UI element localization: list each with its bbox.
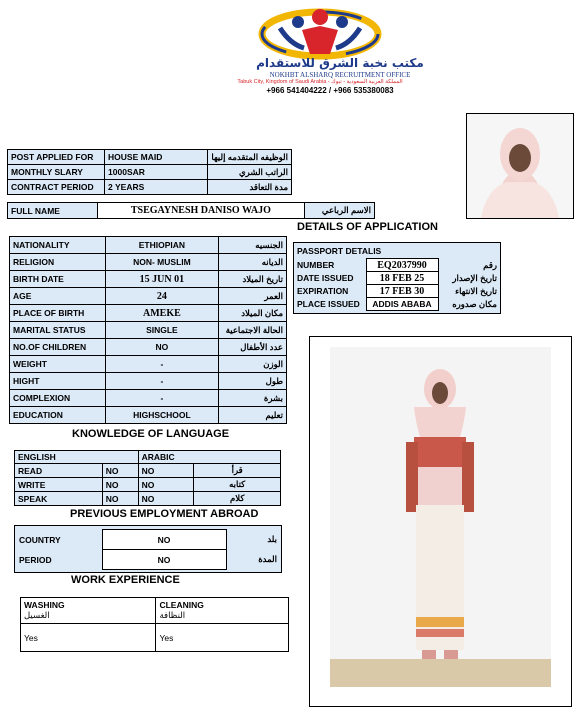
- work-experience-col: [21, 598, 156, 624]
- office-phones: +966 541404222 / +966 535380083: [266, 86, 394, 95]
- personal-value: 24: [105, 288, 218, 305]
- personal-value: NON- MUSLIM: [105, 254, 218, 271]
- previous-employment-table: [16, 529, 280, 570]
- work-experience-value: Yes: [156, 624, 289, 652]
- passport-value: 18 FEB 25: [366, 272, 438, 285]
- full-name-table: [7, 202, 375, 219]
- previous-employment-label: COUNTRY: [16, 530, 102, 550]
- passport-label: PLACE ISSUED: [294, 298, 366, 311]
- headshot-image: [467, 114, 573, 218]
- personal-row: [10, 356, 287, 373]
- personal-value: ETHIOPIAN: [105, 237, 218, 254]
- previous-employment-heading: PREVIOUS EMPLOYMENT ABROAD: [70, 508, 259, 520]
- personal-label: NATIONALITY: [10, 237, 106, 254]
- language-label-ar: كتابه: [194, 478, 281, 492]
- work-experience-label-ar: النظافة: [159, 610, 186, 620]
- language-heading: KNOWLEDGE OF LANGUAGE: [72, 428, 230, 440]
- passport-value: 17 FEB 30: [366, 285, 438, 298]
- language-label-ar: قرأ: [194, 464, 281, 478]
- full-name-value: TSEGAYNESH DANISO WAJO: [97, 203, 304, 219]
- passport-table: [294, 258, 500, 311]
- passport-value: ADDIS ABABA: [366, 298, 438, 311]
- language-arabic-value: NO: [138, 464, 194, 478]
- language-label: SPEAK: [15, 492, 103, 506]
- job-label-ar: الراتب الشري: [208, 165, 292, 180]
- language-col-arabic: ARABIC: [138, 451, 280, 464]
- office-name-ar: مكتب نخبة الشرق للاستقدام: [256, 56, 424, 70]
- passport-label: EXPIRATION: [294, 285, 366, 298]
- job-value: 2 YEARS: [105, 180, 208, 195]
- passport-row: [294, 272, 500, 285]
- work-experience-value: Yes: [21, 624, 156, 652]
- language-label: READ: [15, 464, 103, 478]
- personal-label-ar: الحالة الاجتماعية: [219, 322, 287, 339]
- previous-employment-label-ar: المدة: [226, 550, 280, 570]
- personal-row: [10, 288, 287, 305]
- personal-label: RELIGION: [10, 254, 106, 271]
- personal-value: -: [105, 373, 218, 390]
- work-experience-col: [156, 598, 289, 624]
- personal-label: WEIGHT: [10, 356, 106, 373]
- language-table: [14, 450, 281, 506]
- personal-label-ar: تعليم: [219, 407, 287, 424]
- language-arabic-value: NO: [138, 478, 194, 492]
- language-header-row: [15, 451, 281, 464]
- office-logo: [190, 4, 450, 60]
- personal-value: -: [105, 356, 218, 373]
- job-value: HOUSE MAID: [105, 150, 208, 165]
- personal-row: [10, 373, 287, 390]
- work-experience-table: [20, 597, 289, 652]
- personal-row: [10, 339, 287, 356]
- personal-label: COMPLEXION: [10, 390, 106, 407]
- job-table: [7, 149, 292, 195]
- passport-row: [294, 259, 500, 272]
- headshot-photo: [466, 113, 574, 219]
- personal-value: NO: [105, 339, 218, 356]
- language-row: [15, 492, 281, 506]
- work-experience-heading: WORK EXPERIENCE: [71, 574, 180, 586]
- personal-label-ar: الوزن: [219, 356, 287, 373]
- personal-label: MARITAL STATUS: [10, 322, 106, 339]
- language-row: [15, 478, 281, 492]
- job-label: POST APPLIED FOR: [8, 150, 105, 165]
- passport-label-ar: رقم: [438, 259, 500, 272]
- personal-row: [10, 237, 287, 254]
- personal-row: [10, 254, 287, 271]
- office-header: [190, 4, 450, 96]
- personal-label-ar: طول: [219, 373, 287, 390]
- personal-value: 15 JUN 01: [105, 271, 218, 288]
- full-name-label: FULL NAME: [8, 203, 98, 219]
- previous-employment-row: [16, 530, 280, 550]
- passport-label-ar: مكان صدوره: [438, 298, 500, 311]
- job-label-ar: مدة التعاقد: [208, 180, 292, 195]
- personal-table: [9, 236, 287, 424]
- passport-title: PASSPORT DETALIS: [297, 246, 382, 256]
- personal-value: HIGHSCHOOL: [105, 407, 218, 424]
- job-row: [8, 165, 292, 180]
- previous-employment-row: [16, 550, 280, 570]
- previous-employment-label-ar: بلد: [226, 530, 280, 550]
- work-experience-label-ar: الغسيل: [24, 610, 50, 620]
- personal-value: -: [105, 390, 218, 407]
- full-name-label-ar: الاسم الرباعي: [305, 203, 375, 219]
- office-name-en: NOKHBT ALSHARQ RECRUITMENT OFFICE: [269, 71, 411, 79]
- language-label-ar: كلام: [194, 492, 281, 506]
- language-arabic-value: NO: [138, 492, 194, 506]
- job-row: [8, 180, 292, 195]
- passport-label: NUMBER: [294, 259, 366, 272]
- language-label: WRITE: [15, 478, 103, 492]
- work-experience-value-row: [21, 624, 289, 652]
- language-row: [15, 464, 281, 478]
- passport-label: DATE ISSUED: [294, 272, 366, 285]
- personal-value: AMEKE: [105, 305, 218, 322]
- work-experience-label: CLEANING: [159, 600, 204, 610]
- personal-label: PLACE OF BIRTH: [10, 305, 106, 322]
- language-col-english: ENGLISH: [15, 451, 139, 464]
- job-label: MONTHLY SLARY: [8, 165, 105, 180]
- personal-label: AGE: [10, 288, 106, 305]
- personal-row: [10, 305, 287, 322]
- personal-label: HIGHT: [10, 373, 106, 390]
- personal-row: [10, 322, 287, 339]
- personal-row: [10, 407, 287, 424]
- job-label-ar: الوظيفه المتقدمه إليها: [208, 150, 292, 165]
- personal-label: EDUCATION: [10, 407, 106, 424]
- work-experience-header-row: [21, 598, 289, 624]
- personal-row: [10, 390, 287, 407]
- work-experience-label: WASHING: [24, 600, 65, 610]
- personal-row: [10, 271, 287, 288]
- passport-row: [294, 298, 500, 311]
- passport-label-ar: تاريخ الإصدار: [438, 272, 500, 285]
- personal-label-ar: عدد الأطفال: [219, 339, 287, 356]
- personal-label-ar: بشرة: [219, 390, 287, 407]
- previous-employment-value: NO: [102, 530, 226, 550]
- job-row: [8, 150, 292, 165]
- personal-label-ar: مكان الميلاد: [219, 305, 287, 322]
- job-label: CONTRACT PERIOD: [8, 180, 105, 195]
- full-body-photo: [309, 336, 572, 707]
- full-body-image: [310, 337, 571, 706]
- previous-employment-label: PERIOD: [16, 550, 102, 570]
- personal-label-ar: تاريخ الميلاد: [219, 271, 287, 288]
- job-value: 1000SAR: [105, 165, 208, 180]
- personal-value: SINGLE: [105, 322, 218, 339]
- personal-label-ar: العمر: [219, 288, 287, 305]
- personal-label: NO.OF CHILDREN: [10, 339, 106, 356]
- office-address: Tabuk City, Kingdom of Saudi Arabia - المملكة العربية السعودية - تبوك: [237, 79, 403, 85]
- personal-label: BIRTH DATE: [10, 271, 106, 288]
- previous-employment-value: NO: [102, 550, 226, 570]
- passport-row: [294, 285, 500, 298]
- language-english-value: NO: [102, 478, 138, 492]
- details-heading: DETAILS OF APPLICATION: [297, 221, 438, 233]
- passport-label-ar: تاريخ الانتهاء: [438, 285, 500, 298]
- personal-label-ar: الجنسيه: [219, 237, 287, 254]
- language-english-value: NO: [102, 464, 138, 478]
- passport-value: EQ2037990: [366, 259, 438, 272]
- personal-label-ar: الديانه: [219, 254, 287, 271]
- language-english-value: NO: [102, 492, 138, 506]
